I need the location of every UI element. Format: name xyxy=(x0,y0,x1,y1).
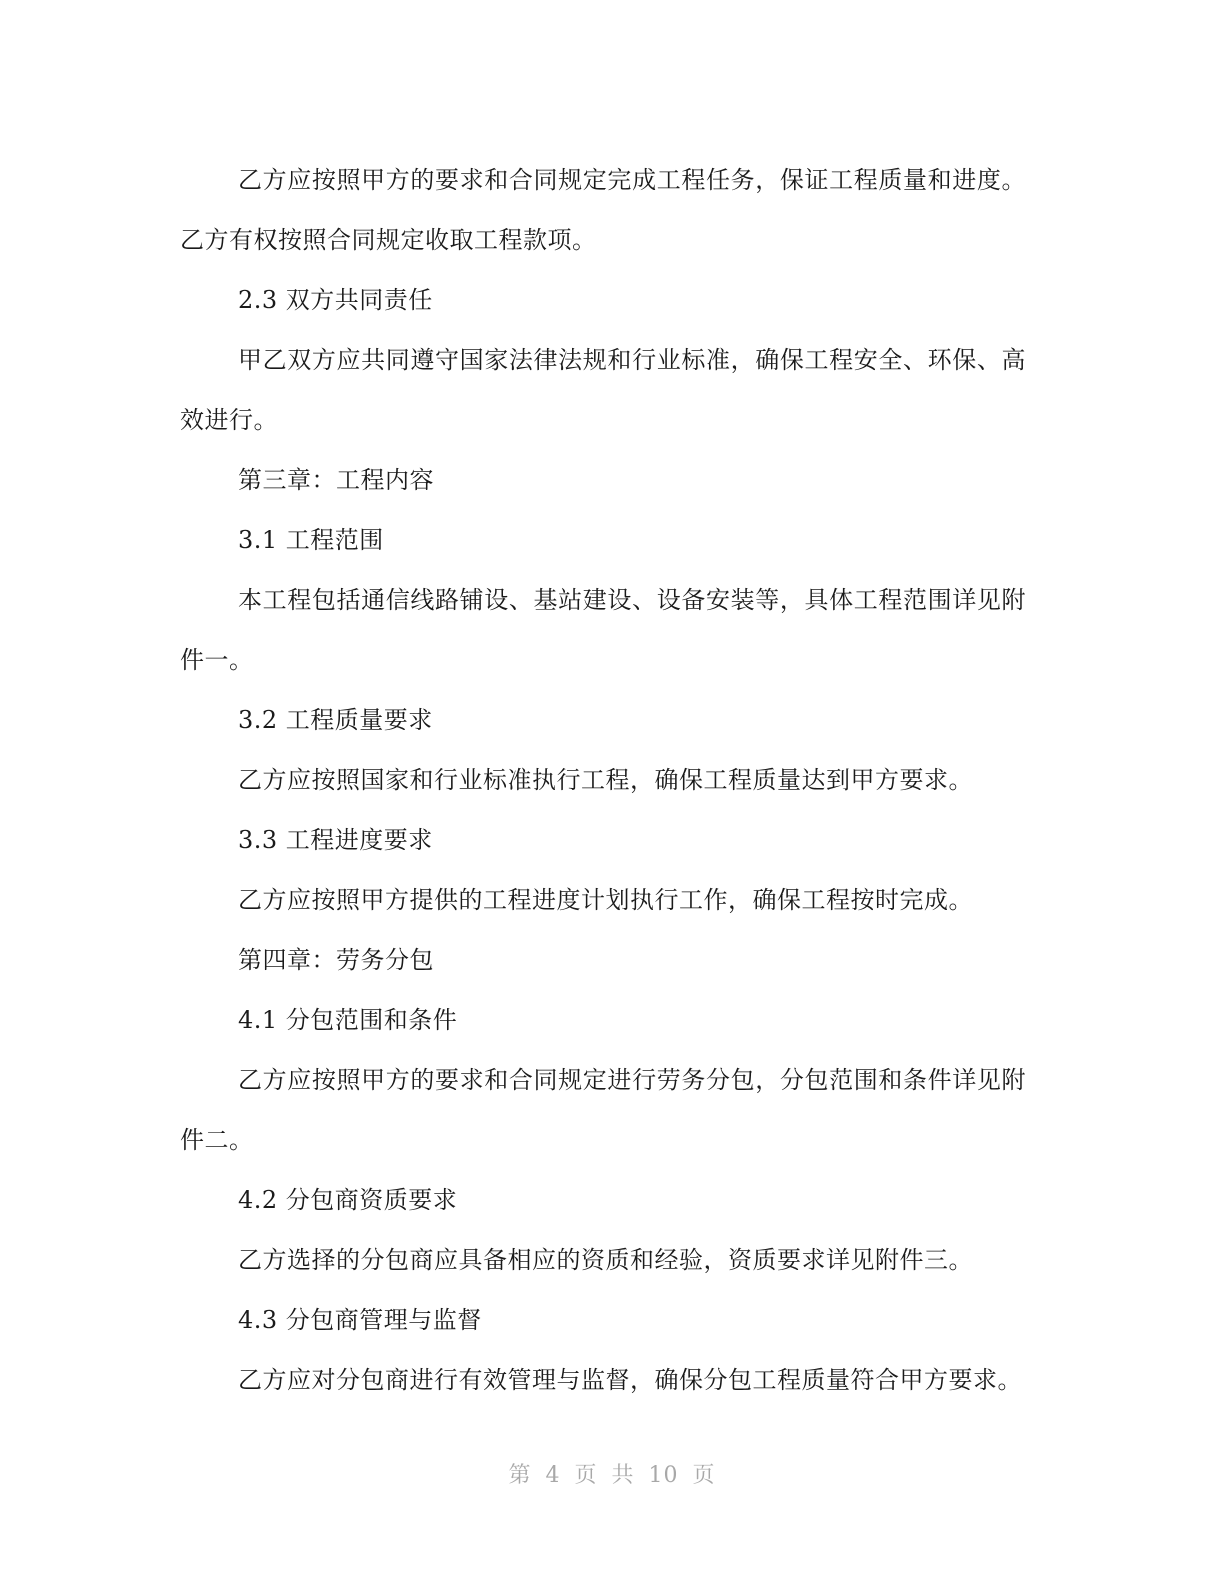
section-heading-3-3: 3.3 工程进度要求 xyxy=(238,826,433,854)
section-heading-3-1: 3.1 工程范围 xyxy=(238,526,384,554)
section-heading-4-2: 4.2 分包商资质要求 xyxy=(238,1186,458,1214)
paragraph-subcontractor-management: 乙方应对分包商进行有效管理与监督，确保分包工程质量符合甲方要求。 xyxy=(238,1366,1022,1394)
section-heading-4-1: 4.1 分包范围和条件 xyxy=(238,1006,458,1034)
paragraph-scope: 本工程包括通信线路铺设、基站建设、设备安装等，具体工程范围详见附件一。 xyxy=(180,586,1026,674)
section-heading-4-3: 4.3 分包商管理与监督 xyxy=(238,1306,482,1334)
section-heading-2-3: 2.3 双方共同责任 xyxy=(238,286,433,314)
page-number-footer: 第 4 页 共 10 页 xyxy=(508,1463,716,1488)
paragraph-joint-duty: 甲乙双方应共同遵守国家法律法规和行业标准，确保工程安全、环保、高效进行。 xyxy=(180,346,1026,434)
chapter-heading-3: 第三章：工程内容 xyxy=(238,466,434,494)
chapter-heading-4: 第四章：劳务分包 xyxy=(238,946,434,974)
paragraph-quality: 乙方应按照国家和行业标准执行工程，确保工程质量达到甲方要求。 xyxy=(238,766,973,794)
document-body xyxy=(180,150,1026,1410)
paragraph-party-b-duty: 乙方应按照甲方的要求和合同规定完成工程任务，保证工程质量和进度。乙方有权按照合同规定收取工程款项。 xyxy=(180,166,1026,254)
paragraph-schedule: 乙方应按照甲方提供的工程进度计划执行工作，确保工程按时完成。 xyxy=(238,886,973,914)
paragraph-subcontractor-qualification: 乙方选择的分包商应具备相应的资质和经验，资质要求详见附件三。 xyxy=(238,1246,973,1274)
paragraph-subcontract-scope: 乙方应按照甲方的要求和合同规定进行劳务分包，分包范围和条件详见附件二。 xyxy=(180,1066,1026,1154)
section-heading-3-2: 3.2 工程质量要求 xyxy=(238,706,433,734)
